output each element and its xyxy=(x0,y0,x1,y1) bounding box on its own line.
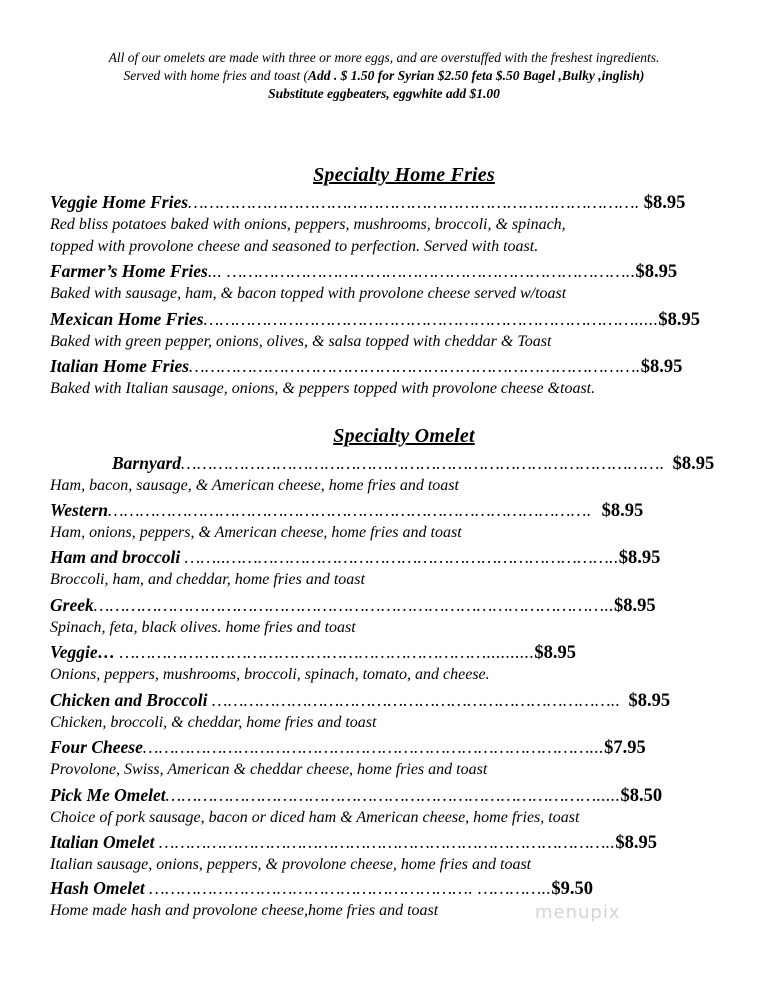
item-name-row xyxy=(50,688,670,712)
item-name-row xyxy=(50,640,576,664)
item-name: Ham and broccoli xyxy=(50,547,181,567)
dot-leader: ………………………………………………………………….. xyxy=(211,690,621,710)
item-name: Barnyard xyxy=(112,453,182,473)
menu-item xyxy=(50,354,740,402)
intro-line-2-bold: Add . $ 1.50 for Syrian $2.50 feta $.50 Bagel ,Bulky ,inglish) xyxy=(308,68,645,83)
menu-item xyxy=(50,640,740,688)
dot-leader: ... ………………………………………………………………….. xyxy=(207,261,636,281)
menu-item xyxy=(50,688,740,736)
item-name: Western xyxy=(50,500,109,520)
item-price: $8.95 xyxy=(614,596,656,616)
menu-item xyxy=(50,593,740,641)
dot-leader: …………………………………………………………………………. xyxy=(189,356,641,376)
dot-leader: ………………………………………………………………………….. xyxy=(158,832,616,852)
item-name-row xyxy=(50,354,682,378)
menu-item xyxy=(50,545,740,593)
item-name-row xyxy=(50,876,593,900)
dot-leader: ………………………………………………………………………..... xyxy=(203,309,659,329)
menu-item xyxy=(50,783,740,831)
item-description: Ham, onions, peppers, & American cheese, home fries and toast xyxy=(50,524,462,541)
item-price: $8.95 xyxy=(643,193,686,213)
item-name: Farmer’s Home Fries xyxy=(50,261,208,281)
menu-item xyxy=(50,307,740,355)
item-name-row xyxy=(50,735,646,759)
item-description: Home made hash and provolone cheese,home fries and toast xyxy=(50,902,439,919)
item-price: $8.95 xyxy=(635,262,678,282)
item-name: Mexican Home Fries xyxy=(50,309,204,329)
item-price: $8.50 xyxy=(620,786,663,806)
intro-line-1: All of our omelets are made with three or more eggs, and are overstuffed with the freshest ingredients. xyxy=(108,50,660,65)
item-name-row xyxy=(50,190,685,214)
item-name-row xyxy=(50,498,643,522)
item-description-2: topped with provolone cheese and seasoned to perfection. Served with toast. xyxy=(50,238,539,255)
item-price: $8.95 xyxy=(601,501,644,521)
item-price: $8.95 xyxy=(628,691,671,711)
item-name-row xyxy=(112,451,714,475)
dot-leader: …………………………………………………………………………………….. xyxy=(93,595,615,615)
dot-leader: ……..……………………………………………………………….. xyxy=(184,547,619,567)
intro-line-2 xyxy=(0,67,768,85)
dot-leader: …………………………………………………………………………. xyxy=(188,192,640,212)
item-name-row xyxy=(50,307,700,331)
item-name-row xyxy=(50,545,660,569)
item-name-row xyxy=(50,259,677,283)
item-name-row xyxy=(50,783,662,807)
item-description: Red bliss potatoes baked with onions, peppers, mushrooms, broccoli, & spinach, xyxy=(50,216,566,233)
item-description: Onions, peppers, mushrooms, broccoli, spinach, tomato, and cheese. xyxy=(50,666,490,683)
section-title-home-fries: Specialty Home Fries xyxy=(313,164,495,186)
item-price: $7.95 xyxy=(604,738,646,758)
item-name: Veggie… xyxy=(50,642,116,662)
section-title-omelet: Specialty Omelet xyxy=(333,425,475,447)
item-description: Italian sausage, onions, peppers, & provolone cheese, home fries and toast xyxy=(50,856,532,873)
item-description: Chicken, broccoli, & cheddar, home fries and toast xyxy=(50,714,377,731)
menu-item xyxy=(50,830,740,878)
item-name-row xyxy=(50,830,657,854)
item-name: Hash Omelet xyxy=(50,878,145,898)
item-price: $8.95 xyxy=(534,643,576,663)
item-description: Ham, bacon, sausage, & American cheese, home fries and toast xyxy=(50,477,459,494)
dot-leader: ………………………………………………………………………..... xyxy=(165,785,621,805)
item-name: Chicken and Broccoli xyxy=(50,690,208,710)
item-name: Italian Omelet xyxy=(50,832,155,852)
menu-item xyxy=(50,498,740,546)
dot-leader: ……………………………………………………. ………….. xyxy=(149,878,552,898)
item-name: Greek xyxy=(50,595,94,615)
item-price: $8.95 xyxy=(658,310,701,330)
item-price: $8.95 xyxy=(618,548,661,568)
item-price: $9.50 xyxy=(551,879,593,899)
item-name: Veggie Home Fries xyxy=(50,192,189,212)
item-description: Baked with green pepper, onions, olives, & salsa topped with cheddar & Toast xyxy=(50,333,552,350)
menu-item xyxy=(50,259,740,307)
item-price: $8.95 xyxy=(640,357,683,377)
intro-line-2-plain: Served with home fries and toast ( xyxy=(123,68,309,83)
dot-leader: …………………………………………………………….......... xyxy=(119,642,535,662)
intro-note xyxy=(0,49,768,103)
item-name: Pick Me Omelet xyxy=(50,785,166,805)
intro-line-3: Substitute eggbeaters, eggwhite add $1.00 xyxy=(268,86,500,101)
menu-item xyxy=(50,735,740,783)
item-description: Baked with Italian sausage, onions, & peppers topped with provolone cheese &toast. xyxy=(50,380,596,397)
item-description: Choice of pork sausage, bacon or diced ham & American cheese, home fries, toast xyxy=(50,809,580,826)
item-description: Spinach, feta, black olives. home fries and toast xyxy=(50,619,356,636)
menupix-watermark: menupix xyxy=(535,902,621,923)
dot-leader: ………………………………………………………………………………. xyxy=(181,453,665,473)
item-name-row xyxy=(50,593,656,617)
menu-item xyxy=(50,876,740,924)
item-price: $8.95 xyxy=(615,833,657,853)
dot-leader: …………………………………………………………………………... xyxy=(142,737,605,757)
item-price: $8.95 xyxy=(672,454,715,474)
dot-leader: ………………………………………………………………………………. xyxy=(108,500,592,520)
item-description: Broccoli, ham, and cheddar, home fries and toast xyxy=(50,571,365,588)
item-name: Four Cheese xyxy=(50,737,143,757)
menu-item xyxy=(50,190,740,260)
item-name: Italian Home Fries xyxy=(50,356,190,376)
item-description: Provolone, Swiss, American & cheddar cheese, home fries and toast xyxy=(50,761,488,778)
menu-item xyxy=(50,451,740,499)
item-description: Baked with sausage, ham, & bacon topped with provolone cheese served w/toast xyxy=(50,285,567,302)
